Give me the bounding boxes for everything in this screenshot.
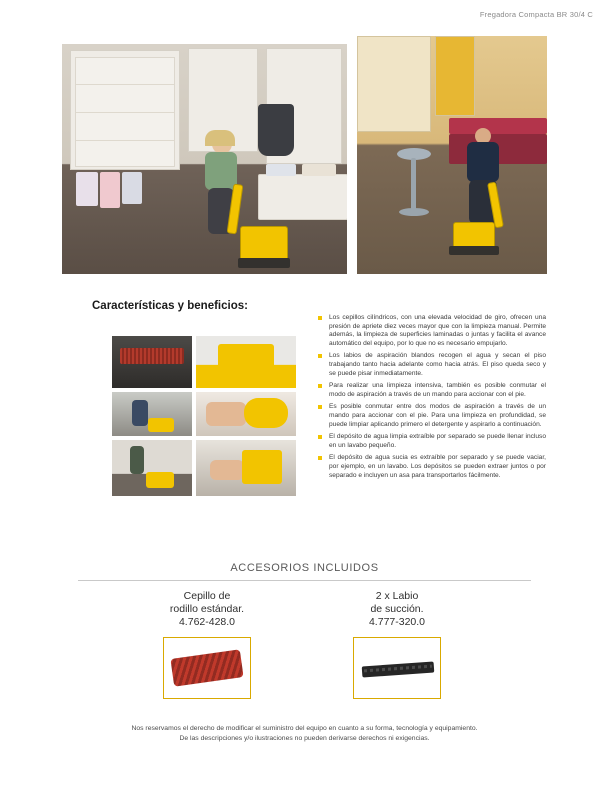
feature-bullet (318, 403, 546, 429)
photo-shop-cleaning (62, 44, 347, 274)
thumbnail-maquina-en-pasillo (112, 440, 192, 496)
bullet-square-icon (318, 384, 322, 388)
accessory-item (112, 590, 302, 699)
roller-brush-graphic (170, 649, 243, 686)
bullet-square-icon (318, 354, 322, 358)
garment-3 (122, 172, 142, 204)
brush-roller-graphic (120, 348, 184, 364)
feature-bullet-text: Los labios de aspiración blandos recogen el agua y secan el piso trabajando tanto hacia adelante como hacia atrás. El piso queda seco y se puede pisar inmediatamente. (329, 352, 546, 377)
features-bullet-list (318, 314, 546, 484)
feature-thumbnail-grid (112, 336, 302, 524)
thumbnail-cepillo-cilindrico-rojo (112, 336, 192, 388)
accessory-name-line1: 2 x Labio (375, 590, 419, 602)
folded-garment-2 (302, 164, 336, 176)
shelf-compartments (75, 57, 175, 167)
tank-graphic (242, 450, 282, 484)
accessories-divider (78, 580, 531, 581)
operator-shirt (467, 142, 499, 182)
thumbnail-montaje-del-cepillo (196, 392, 296, 436)
thumbnail-extraccion-del-deposito (196, 440, 296, 496)
machine-graphic (148, 418, 174, 432)
roller-graphic (244, 398, 288, 428)
feature-bullet-text: Para realizar una limpieza intensiva, también es posible conmutar el modo de aspiración a través de un mando para accionar con el pie. (329, 382, 546, 398)
hand-graphic (210, 460, 244, 480)
scene-cafe (357, 36, 547, 274)
scrubber-body (240, 226, 288, 262)
hand-graphic (206, 402, 246, 426)
feature-bullet (318, 454, 546, 480)
folded-garment-1 (266, 164, 296, 176)
thumbnail-deposito-amarillo (196, 336, 296, 388)
feature-bullet (318, 433, 546, 450)
features-heading: Características y beneficios: (92, 300, 248, 312)
garment-1 (76, 172, 98, 206)
feature-bullet (318, 314, 546, 348)
feature-bullet-text: El depósito de agua sucia es extraíble por separado y se puede vaciar, por ejemplo, en un lavabo. Los depósitos se pueden extraer juntos o por separado e incluyen un asa para transportarlos fácilmente. (329, 454, 546, 479)
accessory-order-code: 4.777-320.0 (368, 616, 426, 628)
bullet-square-icon (318, 316, 322, 320)
cafe-wall-panel (435, 36, 475, 116)
feature-bullet-text: El depósito de agua limpia extraíble por separado se puede llenar incluso en un lavabo pequeño. (329, 433, 546, 449)
bar-stool-base (399, 208, 429, 216)
bullet-square-icon (318, 435, 322, 439)
accessory-image-labio-de-succion (353, 637, 441, 699)
accessory-image-cepillo-de-rodillo (163, 637, 251, 699)
tank-graphic (218, 344, 274, 378)
accessory-order-code: 4.762-428.0 (178, 616, 236, 628)
scrubber-head (449, 246, 499, 255)
bar-counter-top (449, 118, 547, 134)
accessory-name-line2: rodillo estándar. (169, 603, 245, 615)
bar-stool-leg (411, 158, 416, 212)
operator-shirt (205, 152, 237, 190)
person-graphic (130, 446, 144, 474)
thumbnail-uso-en-tienda (112, 392, 192, 436)
operator-hair (205, 130, 235, 146)
legal-footer-line2: De las descripciones y/o ilustraciones no pueden derivarse derechos ni exigencias. (179, 735, 430, 742)
feature-bullet (318, 382, 546, 399)
accessory-name-line1: Cepillo de (183, 590, 231, 602)
scrubber-head (238, 258, 290, 268)
display-table (258, 174, 347, 220)
garment-2 (100, 172, 120, 208)
page-header-title: Fregadora Compacta BR 30/4 C (479, 10, 593, 19)
accessories-heading: ACCESORIOS INCLUIDOS (230, 562, 379, 574)
machine-graphic (146, 472, 174, 488)
bullet-square-icon (318, 405, 322, 409)
feature-bullet (318, 352, 546, 378)
photo-cafe-cleaning (357, 36, 547, 274)
shelf-unit-left (70, 50, 180, 170)
person-graphic (132, 400, 148, 426)
garment-dark-jacket (258, 104, 294, 156)
cafe-window (357, 36, 431, 132)
suction-lip-graphic (362, 662, 435, 678)
feature-bullet-text: Los cepillos cilíndricos, con una elevada velocidad de giro, ofrecen una presión de apriete diez veces mayor que con la limpieza manual. Permite además, la limpieza de superficies laminadas o juntas y facilita el avance automático del equipo, por lo que no es necesario empujarlo. (329, 314, 546, 347)
legal-footer (0, 724, 609, 744)
scene-clothing-store (62, 44, 347, 274)
accessory-name-line2: de succión. (370, 603, 424, 615)
feature-bullet-text: Es posible conmutar entre dos modos de aspiración a través de un mando para accionar con el pie. Para una limpieza en profundidad, se puede limpiar aplicando primero el detergente y aspirarlo a continuación. (329, 403, 546, 428)
accessory-item (302, 590, 492, 699)
bullet-square-icon (318, 456, 322, 460)
hero-photos (62, 36, 547, 281)
legal-footer-line1: Nos reservamos el derecho de modificar el suministro del equipo en cuanto a su forma, tecnología y equipamiento. (131, 725, 478, 732)
